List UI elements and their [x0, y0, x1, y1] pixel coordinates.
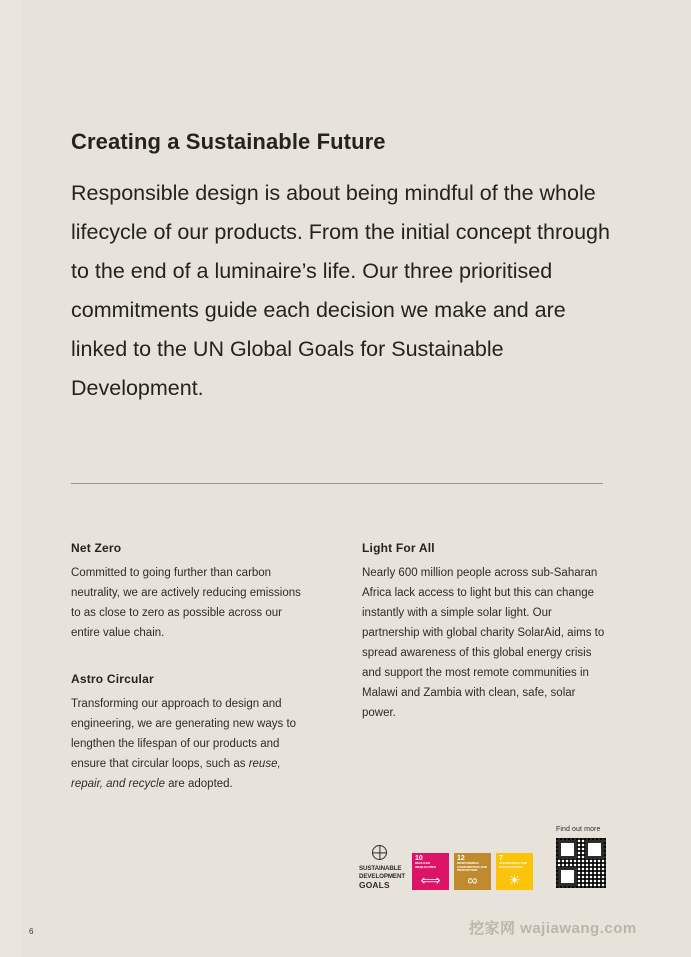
astro-circular-body-part2: are adopted.	[164, 778, 233, 790]
sdg-goal-12-name: RESPONSIBLE CONSUMPTION AND PRODUCTION	[457, 861, 487, 873]
sdg-goal-10-number: 10	[415, 855, 423, 862]
watermark: 挖家网 wajiawang.com	[469, 920, 637, 937]
page-margin-strip	[0, 0, 22, 957]
sdg-logo-line1: SUSTAINABLE	[359, 864, 402, 872]
light-for-all-title: Light For All	[362, 541, 435, 555]
sdg-goal-7-number: 7	[499, 855, 503, 862]
qr-finder-icon	[558, 867, 577, 886]
net-zero-body: Committed to going further than carbon neutrality, we are actively reducing emissions to as close to zero as possible across our entire value chain.	[71, 567, 301, 639]
astro-circular-body	[71, 694, 311, 794]
astro-circular-title: Astro Circular	[71, 672, 154, 686]
sdg-logo-line2: DEVELOPMENT	[359, 872, 405, 880]
sdg-goal-12-number: 12	[457, 855, 465, 862]
page-title: Creating a Sustainable Future	[71, 128, 386, 154]
section-divider	[71, 483, 603, 484]
page-number: 6	[29, 927, 34, 936]
sdg-goal-7	[496, 853, 533, 890]
un-wheel-icon	[372, 845, 387, 860]
sdg-badge-row	[359, 845, 533, 890]
sdg-goal-12	[454, 853, 491, 890]
astro-circular-body-italic: reuse, repair, and recycle	[71, 758, 281, 790]
sdg-goal-7-icon: ☀	[508, 872, 521, 888]
net-zero-title: Net Zero	[71, 541, 122, 555]
astro-circular-body-part1: Transforming our approach to design and engineering, we are generating new ways to lengthen the lifespan of our products and ensure that circular loops, such as	[71, 698, 297, 770]
right-column	[362, 538, 610, 723]
qr-code-icon[interactable]	[556, 838, 606, 888]
sdg-goal-12-icon: ∞	[467, 872, 478, 888]
intro-paragraph: Responsible design is about being mindful of the whole lifecycle of our products. From the initial concept through to the end of a luminaire’s life. Our three prioritised commitments guide each decision we make and are linked to the UN Global Goals for Sustainable Development.	[71, 180, 610, 400]
sdg-goal-7-name: AFFORDABLE AND CLEAN ENERGY	[499, 861, 528, 869]
left-column	[71, 538, 311, 794]
sdg-goal-10-icon: ⟺	[420, 872, 441, 888]
light-for-all-body: Nearly 600 million people across sub-Saharan Africa lack access to light but this can change instantly with a simple solar light. Our partnership with global charity SolarAid, aims to spread awareness of this global energy crisis and support the most remote communities in Malawi and Zambia with clean, safe, solar power.	[362, 567, 605, 719]
sdg-logo	[359, 845, 407, 890]
find-out-more-label: Find out more	[556, 826, 601, 833]
sdg-goal-10-name: REDUCED INEQUALITIES	[415, 861, 437, 869]
sdg-goal-10	[412, 853, 449, 890]
sdg-logo-line3: GOALS	[359, 880, 390, 890]
